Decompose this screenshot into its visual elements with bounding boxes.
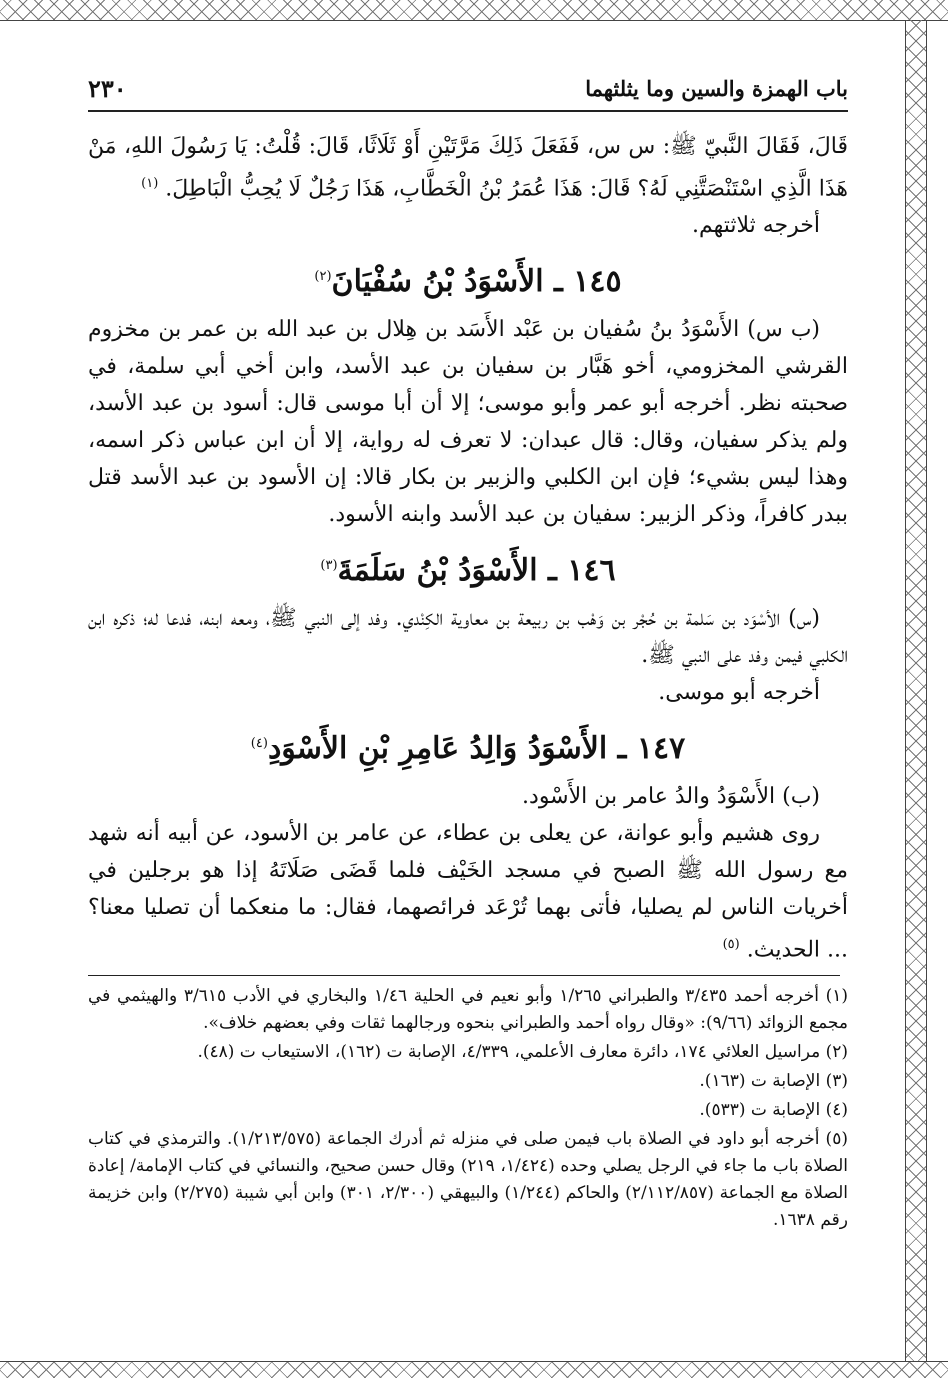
- footnote-3: (٣) الإصابة ت (١٦٣).: [699, 1071, 848, 1091]
- footnote-ref: (٤): [250, 736, 268, 752]
- main-text: [88, 128, 848, 969]
- footnotes: [88, 983, 848, 1236]
- entry-146-source: أخرجه أبو موسى.: [658, 680, 820, 706]
- entry-146-text: (س) الأسْوَد بن سَلمة بن حُجْر بن وَهْب بن ربيعة بن معاوية الكِنْدي. وفد إلى النبي ﷺ، ومعه ابنه، فدعا له؛ ذكره ابن الكلبي فيمن وفد على النبي ﷺ.: [88, 606, 848, 669]
- footnote-2: (٢) مراسيل العلائي ١٧٤، دائرة معارف الأعلمي، ٤/٣٣٩، الإصابة ت (١٦٢)، الاستيعاب ت (٤٨).: [197, 1042, 848, 1062]
- footnote-5: (٥) أخرجه أبو داود في الصلاة باب فيمن صلى في منزله ثم أدرك الجماعة (١/٢١٣/٥٧٥). والترمذي في كتاب الصلاة باب ما جاء في الرجل يصلي وحده (١/٤٢٤، ٢١٩) وقال حسن صحيح، والنسائي في كتاب الإمامة/ إعادة الصلاة مع الجماعة (٢/١١٢/٨٥٧) والحاكم (١/٢٤٤) والبيهقي (٢/٣٠٠، ٣٠١) وابن أبي شيبة (٢/٢٧٥) وابن خزيمة رقم ١٦٣٨.: [88, 1129, 849, 1230]
- entry-heading-147: ١٤٧ ـ الأَسْوَدُ وَالِدُ عَامِرِ بْنِ الأَسْوَدِ$^{(٤)}$: [250, 731, 686, 767]
- decorative-border-top: [0, 0, 948, 21]
- entry-heading-145: ١٤٥ ـ الأَسْوَدُ بْنُ سُفْيَانَ$^{(٢)}$: [314, 264, 622, 300]
- intro-source: أخرجه ثلاثتهم.: [691, 213, 820, 239]
- footnote-ref: (٥): [722, 937, 740, 953]
- footnote-ref: (٣): [320, 558, 338, 574]
- footnote-ref: (١): [141, 176, 159, 191]
- running-header: [88, 72, 848, 112]
- intro-paragraph: قَالَ، فَقَالَ النَّبيّ ﷺ: س س، فَفَعَلَ ذَلِكَ مَرَّتَيْنِ أَوْ ثَلَاثًا، قَالَ: قُلْتُ: يَا رَسُولَ اللهِ، مَنْ هَذَا الَّذِي اسْتَنْصَتَّنِي لَهُ؟ قَالَ: هَذَا عُمَرُ بْنُ الْخَطَّابِ، هَذَا رَجُلٌ لَا يُحِبُّ الْبَاطِلَ. $^{(١)}$: [88, 134, 848, 202]
- footnote-ref: (٢): [314, 269, 332, 285]
- footnote-separator: [88, 975, 840, 976]
- footnote-1: (١) أخرجه أحمد ٣/٤٣٥ والطبراني ١/٢٦٥ وأبو نعيم في الحلية ١/٤٦ والبخاري في الأدب ٣/٦١٥ والهيثمي في مجمع الزوائد (٩/٦٦): «وقال رواه أحمد والطبراني بنحوه ورجالهما ثقات وفي بعضهم خلاف».: [88, 986, 849, 1033]
- page-number: ٢٣٠: [88, 74, 127, 103]
- footnote-4: (٤) الإصابة ت (٥٣٣).: [699, 1100, 848, 1120]
- decorative-border-right: [905, 20, 927, 1361]
- entry-heading-146: ١٤٦ ـ الأَسْوَدُ بْنُ سَلَمَةَ$^{(٣)}$: [320, 553, 616, 589]
- decorative-border-bottom: [0, 1361, 948, 1378]
- chapter-title: باب الهمزة والسين وما يثلثهما: [585, 76, 848, 101]
- entry-147-text: (ب) الأَسْوَدُ والدُ عامر بن الأَسْود.: [522, 784, 820, 810]
- entry-147-hadith: روى هشيم وأبو عوانة، عن يعلى بن عطاء، عن عامر بن الأسود، عن أبيه أنه شهد مع رسول الله ﷺ الصبح في مسجد الخَيْف فلما قَضَى صَلَاتَهُ إذا هو برجلين في أخريات الناس لم يصليا، فأتى بهما تُرْعَد فرائصهما، فقال: ما منعكما أن تصليا معنا؟ ... الحديث. $^{(٥)}$: [88, 821, 848, 963]
- entry-145-text: (ب س) الأَسْوَدُ بنُ سُفيان بن عَبْد الأَسَد بن هِلال بن عبد الله بن عمر بن مخزوم القرشي المخزومي، أخو هَبَّار بن سفيان بن عبد الأسد، وابن أخي أبي سلمة، في صحبته نظر. أخرجه أبو عمر وأبو موسى؛ إلا أن أبا موسى قال: أسود بن عبد الأسد، ولم يذكر سفيان، وقال: قال عبدان: لا تعرف له رواية، إلا أن ابن عباس ذكر اسمه، وهذا ليس بشيء؛ فإن ابن الكلبي والزبير بن بكار قالا: إن الأسود بن عبد الأسد قتل ببدر كافراً، وذكر الزبير: سفيان بن عبد الأسد وابنه الأسود.: [88, 317, 848, 528]
